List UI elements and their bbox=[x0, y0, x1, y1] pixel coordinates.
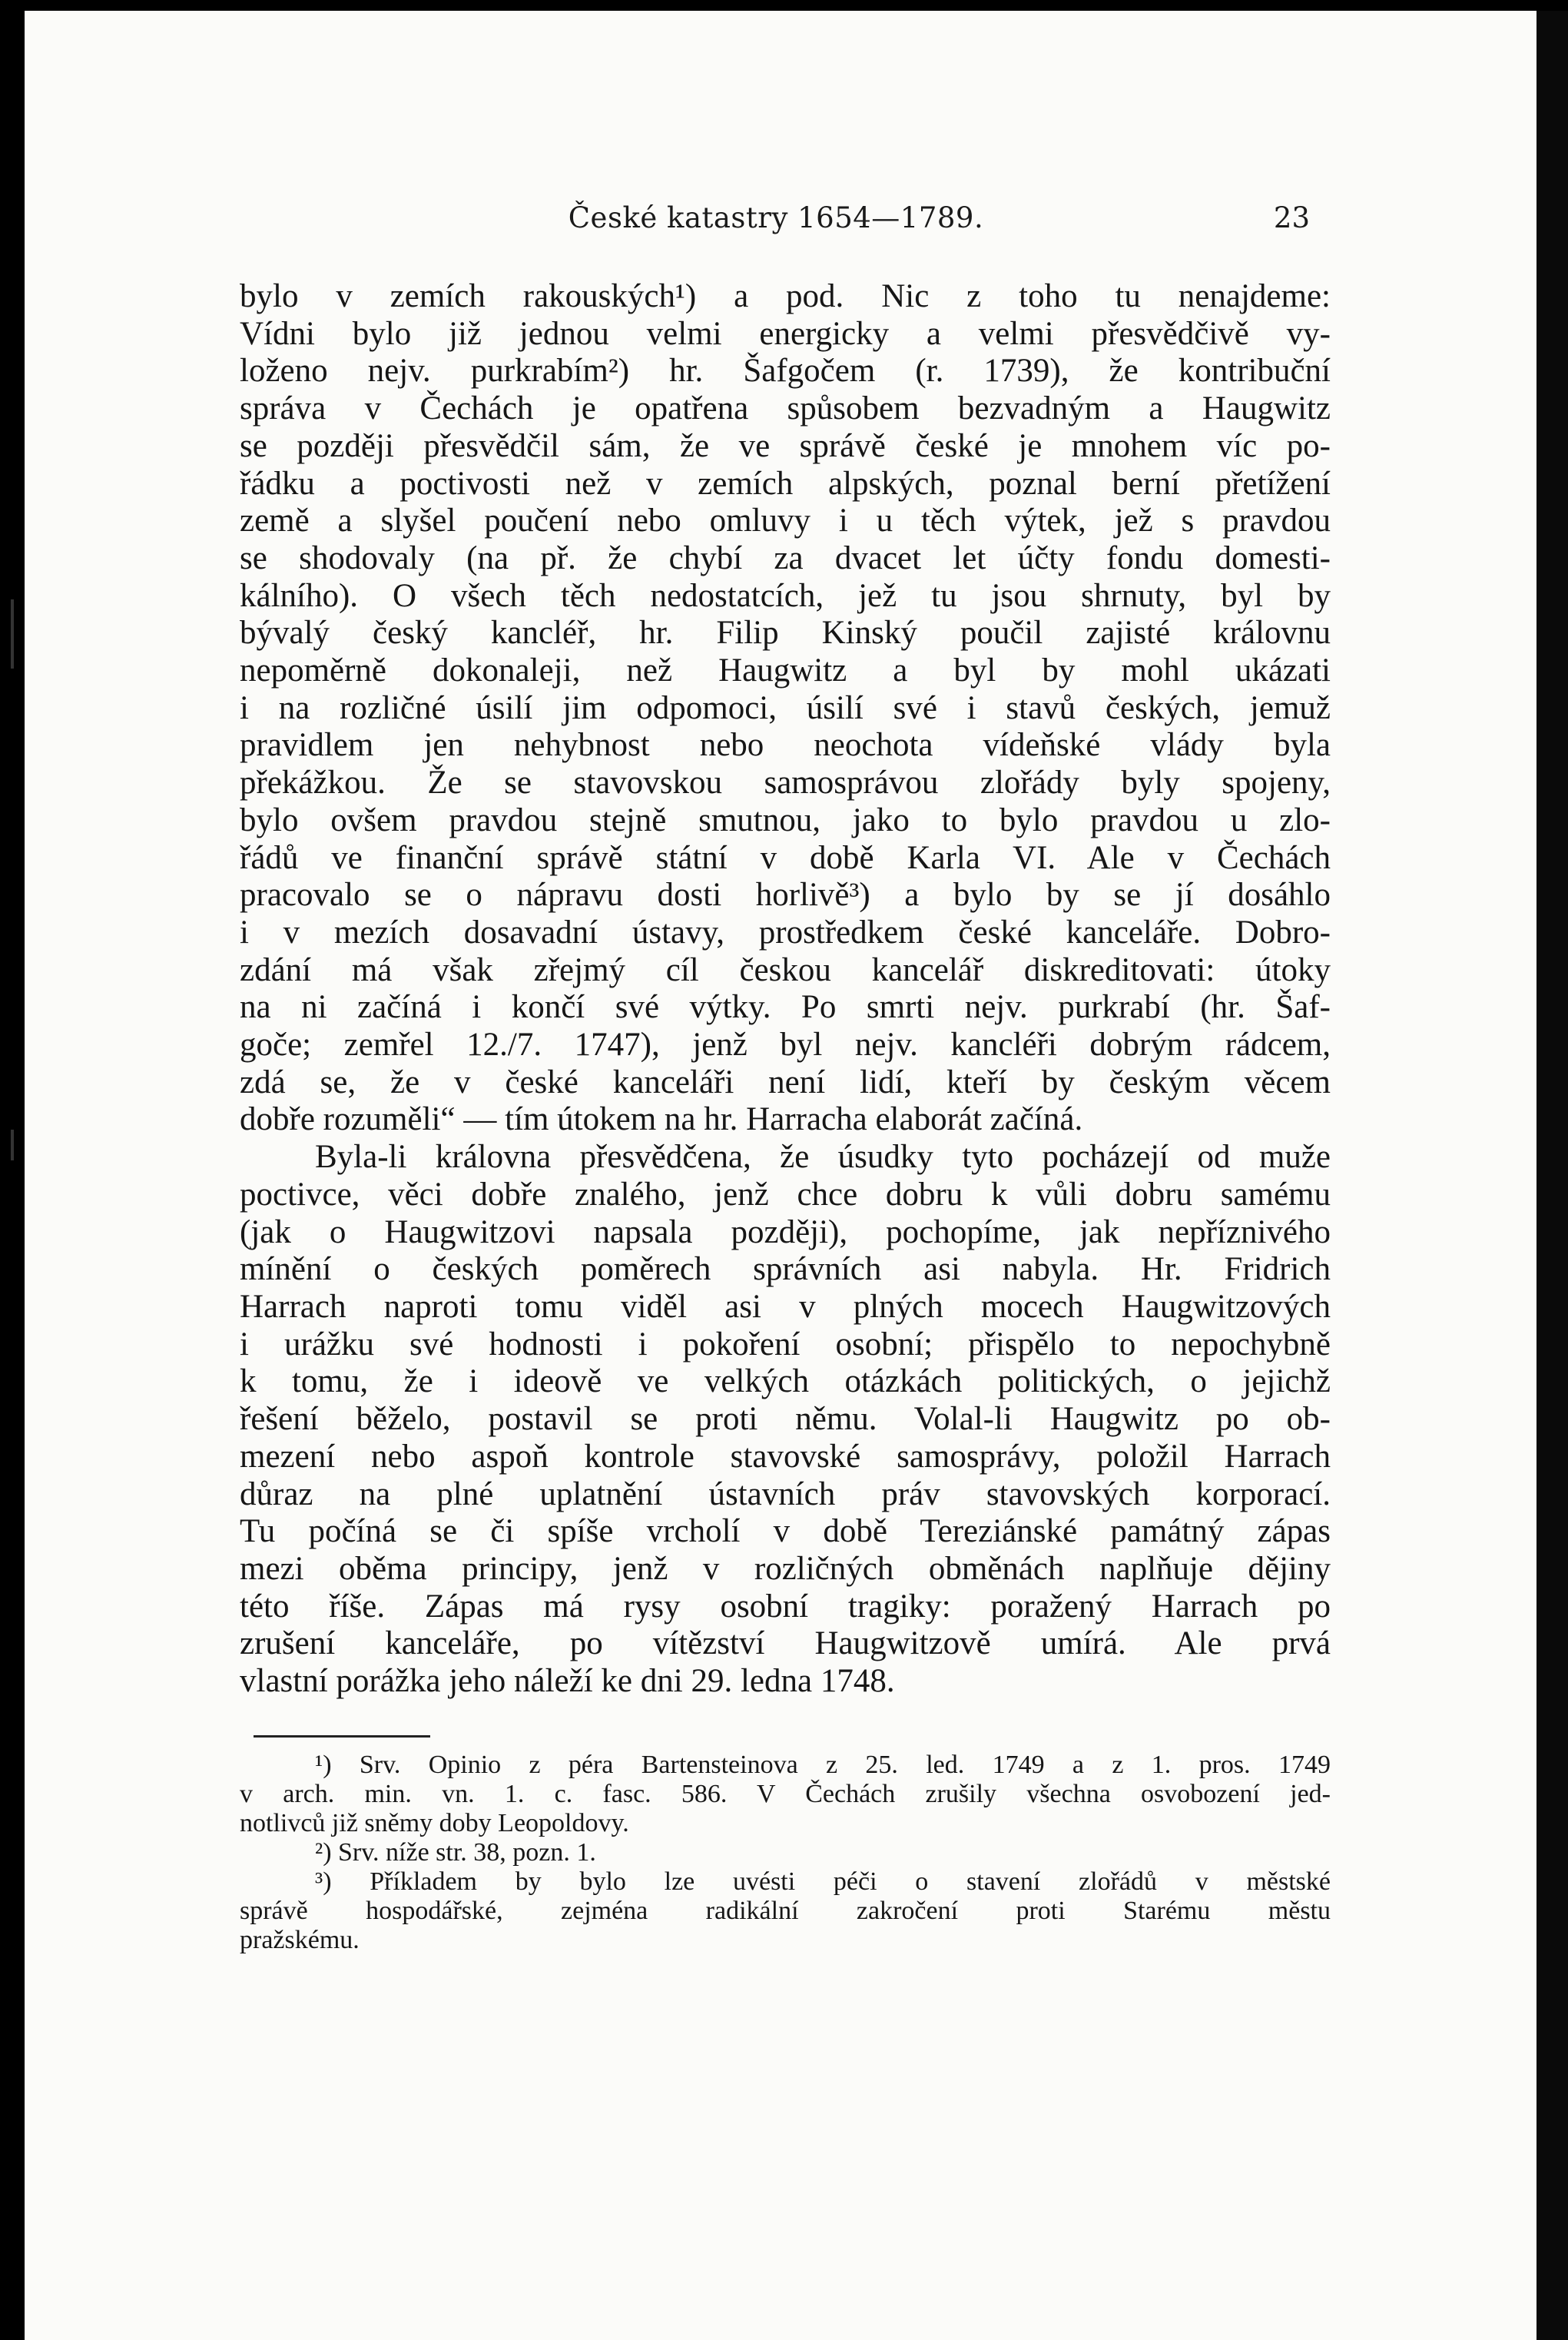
text-line: bylo v zemích rakouských¹) a pod. Nic z toho tu nenajdeme: bbox=[240, 278, 1331, 314]
text-line: bývalý český kancléř, hr. Filip Kinský poučil zajisté královnu bbox=[240, 615, 1331, 652]
text-line: řešení běželo, postavil se proti němu. Volal-li Haugwitz po ob- bbox=[240, 1401, 1331, 1438]
footnotes bbox=[240, 1751, 1331, 1955]
text-line: Vídni bylo již jednou velmi energicky a velmi přesvědčivě vy- bbox=[240, 315, 1331, 352]
text-line: řádů ve finanční správě státní v době Karla VI. Ale v Čechách bbox=[240, 839, 1331, 876]
text-line: loženo nejv. purkrabím²) hr. Šafgočem (r. 1739), že kontribuční bbox=[240, 353, 1331, 390]
text-line: mezi oběma principy, jenž v rozličných obměnách naplňuje dějiny bbox=[240, 1550, 1331, 1587]
text-line: Tu počíná se či spíše vrcholí v době Tereziánské památný zápas bbox=[240, 1513, 1331, 1550]
footnote-line: v arch. min. vn. 1. c. fasc. 586. V Čechách zrušily všechna osvobození jed- bbox=[240, 1780, 1331, 1808]
text-line: správa v Čechách je opatřena spůsobem bezvadným a Haugwitz bbox=[240, 390, 1331, 427]
text-line: pracovalo se o nápravu dosti horlivě³) a bylo by se jí dosáhlo bbox=[240, 877, 1331, 914]
text-line: pravidlem jen nehybnost nebo neochota vídeňské vlády byla bbox=[240, 727, 1331, 764]
text-line: na ni začíná i končí své výtky. Po smrti nejv. purkrabí (hr. Šaf- bbox=[240, 989, 1331, 1026]
margin-mark bbox=[11, 1130, 14, 1160]
text-line: kálního). O všech těch nedostatcích, jež tu jsou shrnuty, byl by bbox=[240, 577, 1331, 614]
text-line: se shodovaly (na př. že chybí za dvacet let účty fondu domesti- bbox=[240, 539, 1331, 576]
page-header bbox=[242, 201, 1310, 247]
body-text bbox=[240, 278, 1331, 1701]
footnote-line: ²) Srv. níže str. 38, pozn. 1. bbox=[315, 1838, 596, 1867]
text-line: se později přesvědčil sám, že ve správě české je mnohem víc po- bbox=[240, 427, 1331, 464]
text-line: Harrach naproti tomu viděl asi v plných mocech Haugwitzových bbox=[240, 1288, 1331, 1325]
text-line: zdá se, že v české kanceláři není lidí, kteří by českým věcem bbox=[240, 1064, 1331, 1100]
footnote-line: správě hospodářské, zejména radikální zakročení proti Starému městu bbox=[240, 1897, 1331, 1925]
text-line: goče; zemřel 12./7. 1747), jenž byl nejv. kancléři dobrým rádcem, bbox=[240, 1027, 1331, 1064]
text-line: mínění o českých poměrech správních asi nabyla. Hr. Fridrich bbox=[240, 1251, 1331, 1288]
text-line: bylo ovšem pravdou stejně smutnou, jako to bylo pravdou u zlo- bbox=[240, 802, 1331, 838]
margin-mark bbox=[11, 599, 14, 669]
text-line: zrušení kanceláře, po vítězství Haugwitzově umírá. Ale prvá bbox=[240, 1625, 1331, 1662]
footnote-line: ¹) Srv. Opinio z péra Bartensteinova z 25. led. 1749 a z 1. pros. 1749 bbox=[315, 1751, 1331, 1779]
text-line: nepoměrně dokonaleji, než Haugwitz a byl by mohl ukázati bbox=[240, 652, 1331, 689]
footnote-line: pražskému. bbox=[240, 1926, 360, 1954]
footnote-divider bbox=[254, 1735, 430, 1738]
text-line: vlastní porážka jeho náleží ke dni 29. ledna 1748. bbox=[240, 1663, 895, 1700]
running-title: České katastry 1654—1789. bbox=[568, 201, 984, 234]
text-line: i na rozličné úsilí jim odpomoci, úsilí své i stavů českých, jemuž bbox=[240, 689, 1331, 726]
text-line: dobře rozuměli“ — tím útokem na hr. Harracha elaborát začíná. bbox=[240, 1101, 1083, 1138]
text-line: poctivce, věci dobře znalého, jenž chce dobru k vůli dobru samému bbox=[240, 1176, 1331, 1213]
text-line: důraz na plné uplatnění ústavních práv stavovských korporací. bbox=[240, 1475, 1331, 1512]
text-line: i urážku své hodnosti i pokoření osobní; přispělo to nepochybně bbox=[240, 1326, 1331, 1363]
page-edge-shadow bbox=[1537, 11, 1568, 2340]
text-line: k tomu, že i ideově ve velkých otázkách politických, o jejichž bbox=[240, 1363, 1331, 1400]
text-line: Byla-li královna přesvědčena, že úsudky tyto pocházejí od muže bbox=[315, 1139, 1331, 1176]
text-line: země a slyšel poučení nebo omluvy i u těch výtek, jež s pravdou bbox=[240, 503, 1331, 539]
footnote-line: ³) Příkladem by bylo lze uvésti péči o stavení zlořádů v městské bbox=[315, 1867, 1331, 1896]
text-line: této říše. Zápas má rysy osobní tragiky: poražený Harrach po bbox=[240, 1588, 1331, 1625]
text-line: překážkou. Že se stavovskou samosprávou zlořády byly spojeny, bbox=[240, 765, 1331, 802]
text-line: mezení nebo aspoň kontrole stavovské samosprávy, položil Harrach bbox=[240, 1438, 1331, 1475]
text-line: (jak o Haugwitzovi napsala později), pochopíme, jak nepříznivého bbox=[240, 1213, 1331, 1250]
text-line: řádku a poctivosti než v zemích alpských, poznal berní přetížení bbox=[240, 465, 1331, 502]
text-line: i v mezích dosavadní ústavy, prostředkem české kanceláře. Dobro- bbox=[240, 914, 1331, 951]
page-number: 23 bbox=[1273, 201, 1310, 234]
footnote-line: notlivců již sněmy doby Leopoldovy. bbox=[240, 1809, 629, 1837]
text-line: zdání má však zřejmý cíl českou kancelář diskreditovati: útoky bbox=[240, 951, 1331, 988]
